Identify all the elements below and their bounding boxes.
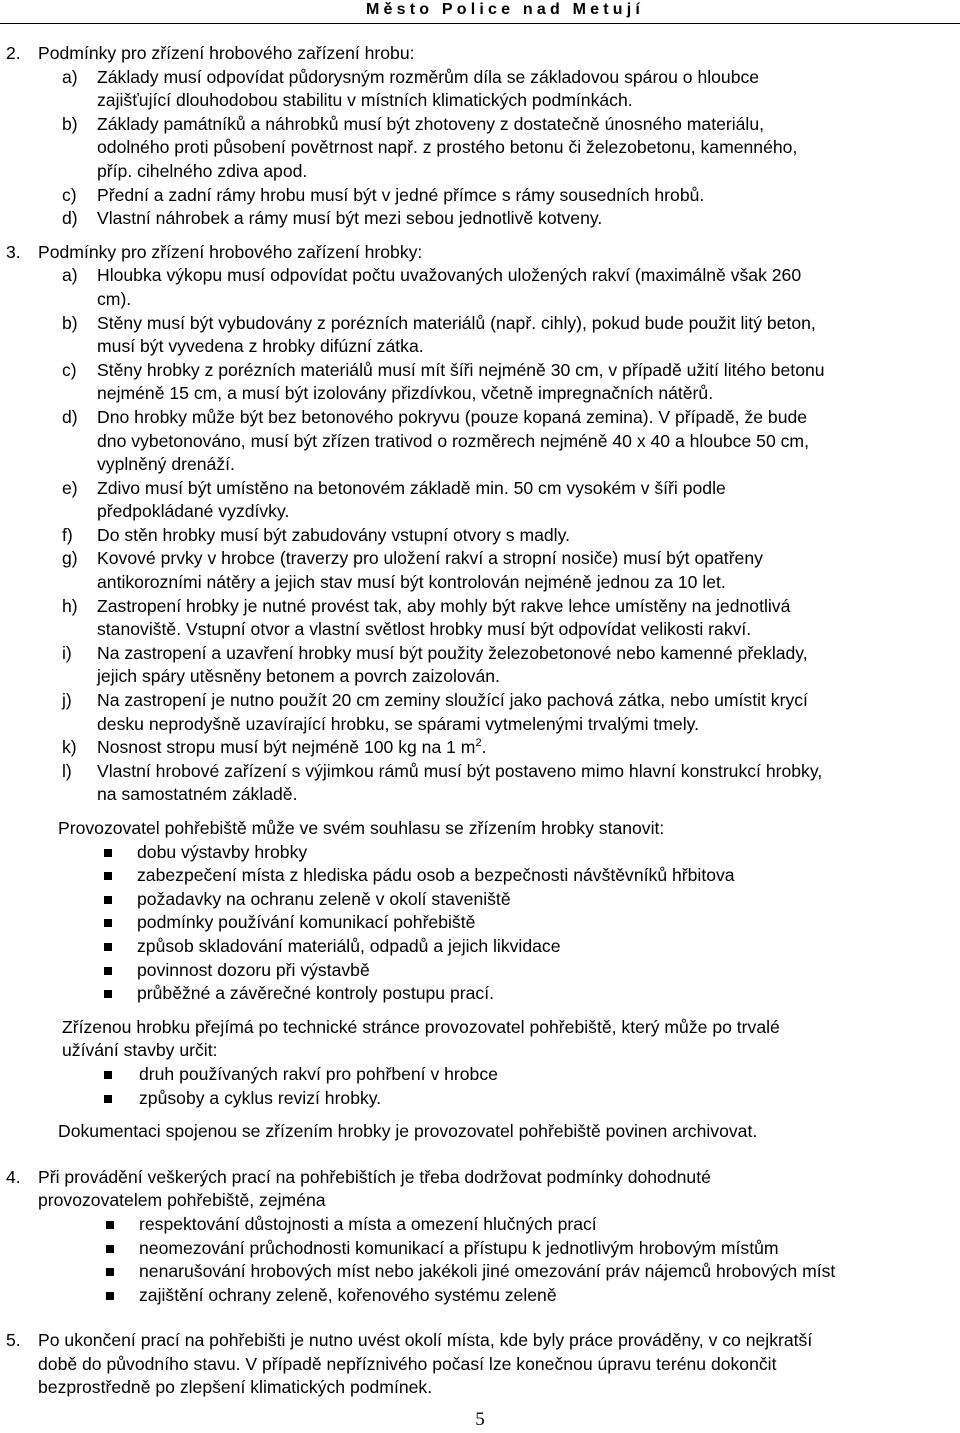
square-bullet-icon — [104, 1071, 112, 1079]
list-item: povinnost dozoru při výstavbě — [104, 959, 956, 983]
list-item: d) Dno hrobky může být bez betonového pokryvu (pouze kopaná zemina). V případě, že bude dno vybetonováno, musí být zřízen trativod o rozměrech nejméně 40 x 40 a hloubce 50 cm, vyplněný drenáží. — [62, 406, 809, 475]
header-rule — [0, 23, 960, 24]
list-item: b) Stěny musí být vybudovány z porézních materiálů (např. cihly), pokud bude použit litý beton, musí být vyvedena z hrobky difúzní zátka. — [62, 312, 816, 357]
list-item: c) Stěny hrobky z porézních materiálů musí mít šíři nejméně 30 cm, v případě užití litého betonu nejméně 15 cm, a musí být izolovány přizdívkou, včetně impregnačních nátěrů. — [62, 359, 825, 404]
bullet-list — [104, 841, 956, 1006]
page-header: Město Police nad Metují — [366, 1, 644, 18]
list-item: l) Vlastní hrobové zařízení s výjimkou rámů musí být postaveno mimo hlavní konstrukcí hrobky, na samostatném základě. — [62, 760, 823, 805]
list-item: neomezování průchodnosti komunikací a přístupu k jednotlivým hrobovým místům — [106, 1237, 956, 1261]
list-item: b) Základy památníků a náhrobků musí být zhotoveny z dostatečně únosného materiálu, odolného proti působení povětrnost např. z prostého betonu či železobetonu, kamenného, příp. cihelného zdiva apod. — [62, 113, 798, 181]
square-bullet-icon — [104, 872, 112, 880]
square-bullet-icon — [106, 1292, 114, 1300]
list-item: j) Na zastropení je nutno použít 20 cm zeminy sloužící jako pachová zátka, nebo umístit krycí desku neprodyšně uzavírající hrobku, se spárami vytmelenými trvalými tmely. — [62, 690, 808, 734]
list-item: nenarušování hrobových míst nebo jakékoli jiné omezování práv nájemců hrobových míst — [106, 1260, 956, 1284]
square-bullet-icon — [106, 1268, 114, 1276]
list-item: h) Zastropení hrobky je nutné provést tak, aby mohly být rakve lehce umístěny na jednotlivá stanoviště. Vstupní otvor a vlastní světlost hrobky musí být odpovídat velikosti rakví. — [62, 595, 791, 640]
bullet-list — [104, 1063, 956, 1110]
section-title: Podmínky pro zřízení hrobového zařízení hrobu: — [38, 43, 415, 63]
list-item: e) Zdivo musí být umístěno na betonovém základě min. 50 cm vysokém v šíři podle předpokládané vyzdívky. — [62, 477, 726, 522]
list-item: k) Nosnost stropu musí být nejméně 100 kg na 1 $m^2$. — [62, 737, 487, 758]
list-item: průběžné a závěrečné kontroly postupu prací. — [104, 982, 956, 1006]
list-item: respektování důstojnosti a místa a omezení hlučných prací — [106, 1213, 956, 1237]
list-item: podmínky používání komunikací pohřebiště — [104, 911, 956, 935]
square-bullet-icon — [104, 919, 112, 927]
list-item: dobu výstavby hrobky — [104, 841, 956, 865]
section-title: Po ukončení prací na pohřebišti je nutno uvést okolí místa, kde byly práce prováděny, v co nejkratší době do původního stavu. V případě nepříznivého počasí lze konečnou úpravu terénu dokončit bezprostředně po zlepšení klimatických podmínek. — [38, 1330, 813, 1398]
list-item: zajištění ochrany zeleně, kořenového systému zeleně — [106, 1284, 956, 1308]
list-item: i) Na zastropení a uzavření hrobky musí být použity železobetonové nebo kamenné překlady, jejich spáry utěsněny betonem a povrch zaizolován. — [62, 642, 808, 687]
section-3 — [6, 241, 956, 265]
section-2 — [6, 42, 956, 66]
square-bullet-icon — [104, 1095, 112, 1103]
square-bullet-icon — [106, 1221, 114, 1229]
list-item: zabezpečení místa z hlediska pádu osob a bezpečnosti návštěvníků hřbitova — [104, 864, 956, 888]
list-item: a) Základy musí odpovídat půdorysným rozměrům díla se základovou spárou o hloubce zajišťující dlouhodobou stabilitu v místních klimatických podmínkách. — [62, 66, 760, 111]
paragraph: Dokumentaci spojenou se zřízením hrobky je provozovatel pohřebiště povinen archivovat. — [58, 1121, 758, 1142]
list-item: g) Kovové prvky v hrobce (traverzy pro uložení rakví a stropní nosiče) musí být opatřeny antikorozními nátěry a jejich stav musí být kontrolován nejméně jednou za 10 let. — [62, 548, 763, 593]
paragraph: Zřízenou hrobku přejímá po technické stránce provozovatel pohřebiště, který může po trvalé užívání stavby určit: — [62, 1016, 780, 1061]
section-number: 2. — [6, 43, 21, 63]
square-bullet-icon — [104, 849, 112, 857]
list-item: způsoby a cyklus revizí hrobky. — [104, 1087, 956, 1111]
page-number: 5 — [475, 1409, 485, 1430]
list-item: c) Přední a zadní rámy hrobu musí být v jedné přímce s rámy sousedních hrobů. — [62, 184, 705, 205]
list-item: způsob skladování materiálů, odpadů a jejich likvidace — [104, 935, 956, 959]
list-item: d) Vlastní náhrobek a rámy musí být mezi sebou jednotlivě kotveny. — [62, 208, 603, 229]
square-bullet-icon — [104, 896, 112, 904]
square-bullet-icon — [104, 943, 112, 951]
square-bullet-icon — [104, 990, 112, 998]
square-bullet-icon — [106, 1245, 114, 1253]
list-item: f) Do stěn hrobky musí být zabudovány vstupní otvory s madly. — [62, 524, 570, 545]
list-item: a) Hloubka výkopu musí odpovídat počtu uvažovaných uložených rakví (maximálně však 260 cm). — [62, 265, 802, 309]
list-item: druh používaných rakví pro pohřbení v hrobce — [104, 1063, 956, 1087]
section-4: 4. Při provádění veškerých prací na pohřebištích je třeba dodržovat podmínky dohodnuté provozovatelem pohřebiště, zejména — [6, 1166, 956, 1213]
section-number: 3. — [6, 241, 21, 262]
bullet-list — [106, 1213, 956, 1307]
section-title: Podmínky pro zřízení hrobového zařízení hrobky: — [38, 241, 423, 262]
list-item: požadavky na ochranu zeleně v okolí staveniště — [104, 888, 956, 912]
paragraph: Provozovatel pohřebiště může ve svém souhlasu se zřízením hrobky stanovit: — [58, 818, 665, 838]
section-title: Při provádění veškerých prací na pohřebištích je třeba dodržovat podmínky dohodnuté provozovatelem pohřebiště, zejména — [38, 1166, 711, 1211]
document-body — [6, 42, 956, 1400]
section-5: 5. Po ukončení prací na pohřebišti je nutno uvést okolí místa, kde byly práce prováděny, v co nejkratší době do původního stavu. V případě nepříznivého počasí lze konečnou úpravu terénu dokončit bezprostředně po zlepšení klimatických podmínek. — [6, 1329, 956, 1400]
square-bullet-icon — [104, 967, 112, 975]
